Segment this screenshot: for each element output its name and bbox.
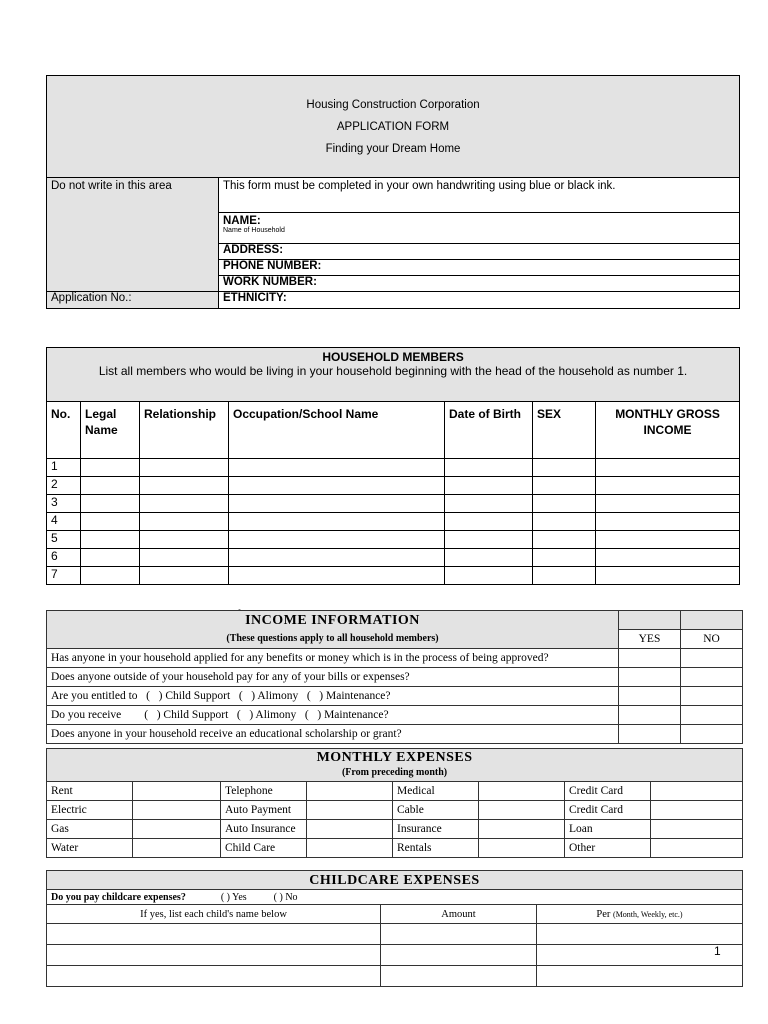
yes-header: YES: [619, 630, 681, 649]
income-title-blank: [681, 611, 743, 630]
no-box[interactable]: [681, 649, 743, 668]
household-members-table: [46, 347, 740, 585]
relationship-cell[interactable]: [140, 567, 229, 585]
expense-amount[interactable]: [133, 801, 221, 820]
income-question-row: [47, 725, 743, 744]
sex-cell[interactable]: [533, 567, 596, 585]
row-number: 6: [47, 549, 81, 567]
amount-cell[interactable]: [381, 966, 537, 987]
phone-label: PHONE NUMBER:: [223, 260, 322, 272]
expense-label: Other: [565, 839, 651, 858]
monthly-header: [47, 749, 743, 782]
child-name-header: If yes, list each child's name below: [47, 905, 381, 924]
income-cell[interactable]: [596, 495, 740, 513]
expense-amount[interactable]: [307, 801, 393, 820]
col-monthly-income: MONTHLY GROSS INCOME: [596, 402, 740, 459]
expense-row: [47, 782, 743, 801]
child-name-cell[interactable]: [47, 966, 381, 987]
dob-cell[interactable]: [445, 513, 533, 531]
income-title: INCOME INFORMATION: [245, 612, 420, 628]
expense-label: Loan: [565, 820, 651, 839]
childcare-header: [47, 871, 743, 890]
form-title-block: [47, 76, 740, 178]
col-sex: SEX: [533, 402, 596, 459]
occupation-cell[interactable]: [229, 531, 445, 549]
childcare-question-row: [47, 890, 743, 905]
do-not-write-area: [47, 178, 219, 292]
occupation-cell[interactable]: [229, 513, 445, 531]
expense-amount[interactable]: [133, 820, 221, 839]
relationship-cell[interactable]: [140, 477, 229, 495]
row-number: 1: [47, 459, 81, 477]
expense-amount[interactable]: [307, 782, 393, 801]
instructions-cell: [219, 178, 740, 213]
no-header: NO: [681, 630, 743, 649]
occupation-cell[interactable]: [229, 459, 445, 477]
income-subtitle-cell: [47, 630, 619, 649]
dob-cell[interactable]: [445, 459, 533, 477]
per-note: (Month, Weekly, etc.): [613, 909, 683, 919]
sex-cell[interactable]: [533, 549, 596, 567]
yes-box[interactable]: [619, 706, 681, 725]
row-number: 4: [47, 513, 81, 531]
childcare-title: CHILDCARE EXPENSES: [309, 872, 480, 888]
income-question: Do you receive ( ) Child Support ( ) Alimony ( ) Maintenance?: [47, 706, 619, 725]
income-subtitle: (These questions apply to all household members): [226, 633, 439, 645]
yes-box[interactable]: [619, 668, 681, 687]
income-cell[interactable]: [596, 513, 740, 531]
table-row: [47, 459, 740, 477]
no-box[interactable]: [681, 725, 743, 744]
col-legal-name: Legal Name: [81, 402, 140, 459]
expense-amount[interactable]: [479, 820, 565, 839]
table-row: [47, 924, 743, 945]
income-question-row: [47, 668, 743, 687]
expense-label: Telephone: [221, 782, 307, 801]
expense-amount[interactable]: [651, 820, 743, 839]
income-question: Has anyone in your household applied for any benefits or money which is in the process of being approved?: [47, 649, 619, 668]
no-box[interactable]: [681, 668, 743, 687]
name-field[interactable]: [219, 213, 740, 244]
income-question: Does anyone outside of your household pay for any of your bills or expenses?: [47, 668, 619, 687]
legal-name-cell[interactable]: [81, 567, 140, 585]
col-date-of-birth: Date of Birth: [445, 402, 533, 459]
household-subtitle: List all members who would be living in your household beginning with the head of the household as number 1.: [98, 364, 688, 378]
expense-amount[interactable]: [479, 801, 565, 820]
expense-amount[interactable]: [133, 839, 221, 858]
income-title-blank: [619, 611, 681, 630]
expense-row: [47, 839, 743, 858]
per-cell[interactable]: [537, 945, 743, 966]
relationship-cell[interactable]: [140, 513, 229, 531]
per-label: Per: [596, 908, 611, 920]
ethnicity-field[interactable]: [219, 292, 740, 309]
dob-cell[interactable]: [445, 477, 533, 495]
legal-name-cell[interactable]: [81, 513, 140, 531]
expense-label: Cable: [393, 801, 479, 820]
table-row: [47, 477, 740, 495]
yes-box[interactable]: [619, 649, 681, 668]
income-cell[interactable]: [596, 459, 740, 477]
table-row: [47, 549, 740, 567]
relationship-cell[interactable]: [140, 459, 229, 477]
table-row: [47, 945, 743, 966]
income-cell[interactable]: [596, 549, 740, 567]
income-cell[interactable]: [596, 531, 740, 549]
expense-label: Insurance: [393, 820, 479, 839]
expense-amount[interactable]: [133, 782, 221, 801]
income-cell[interactable]: [596, 477, 740, 495]
ethnicity-label: ETHNICITY:: [223, 292, 287, 304]
expense-amount[interactable]: [479, 782, 565, 801]
monthly-subtitle: (From preceding month): [341, 767, 448, 778]
expense-label: Water: [47, 839, 133, 858]
expense-amount[interactable]: [651, 782, 743, 801]
income-question-row: [47, 649, 743, 668]
col-no: No.: [47, 402, 81, 459]
table-row: [47, 513, 740, 531]
table-row: [47, 966, 743, 987]
expense-label: Auto Payment: [221, 801, 307, 820]
income-question: Are you entitled to ( ) Child Support ( ) Alimony ( ) Maintenance?: [47, 687, 619, 706]
expense-label: Gas: [47, 820, 133, 839]
legal-name-cell[interactable]: [81, 477, 140, 495]
dob-cell[interactable]: [445, 549, 533, 567]
application-number-field: [47, 292, 219, 309]
sex-cell[interactable]: [533, 495, 596, 513]
work-number-label: WORK NUMBER:: [223, 276, 317, 288]
expense-amount[interactable]: [651, 839, 743, 858]
legal-name-cell[interactable]: [81, 531, 140, 549]
expense-label: Rent: [47, 782, 133, 801]
dob-cell[interactable]: [445, 567, 533, 585]
sex-cell[interactable]: [533, 513, 596, 531]
childcare-no-option[interactable]: ( ) No: [273, 891, 298, 903]
yes-box[interactable]: [619, 687, 681, 706]
yes-box[interactable]: [619, 725, 681, 744]
income-question-row: [47, 687, 743, 706]
occupation-cell[interactable]: [229, 549, 445, 567]
per-cell[interactable]: [537, 966, 743, 987]
expense-label: Auto Insurance: [221, 820, 307, 839]
occupation-cell[interactable]: [229, 495, 445, 513]
expense-amount[interactable]: [307, 839, 393, 858]
relationship-cell[interactable]: [140, 495, 229, 513]
no-box[interactable]: [681, 706, 743, 725]
form-tagline: Finding your Dream Home: [325, 142, 461, 155]
row-number: 3: [47, 495, 81, 513]
do-not-write-label: Do not write in this area: [51, 180, 172, 192]
expense-label: Child Care: [221, 839, 307, 858]
legal-name-cell[interactable]: [81, 495, 140, 513]
household-header: [47, 348, 740, 402]
application-number-label: Application No.:: [51, 292, 132, 304]
amount-header: Amount: [381, 905, 537, 924]
legal-name-cell[interactable]: [81, 549, 140, 567]
expense-label: Electric: [47, 801, 133, 820]
income-question: Does anyone in your household receive an educational scholarship or grant?: [47, 725, 619, 744]
expense-label: Rentals: [393, 839, 479, 858]
child-name-cell[interactable]: [47, 945, 381, 966]
expense-label: Medical: [393, 782, 479, 801]
childcare-question: Do you pay childcare expenses?: [51, 891, 186, 903]
applicant-info-table: [46, 75, 740, 309]
expense-row: [47, 801, 743, 820]
monthly-title: MONTHLY EXPENSES: [316, 750, 473, 765]
occupation-cell[interactable]: [229, 567, 445, 585]
row-number: 2: [47, 477, 81, 495]
childcare-expenses-table: [46, 870, 743, 987]
address-field[interactable]: [219, 244, 740, 260]
expense-label: Credit Card: [565, 782, 651, 801]
form-name: APPLICATION FORM: [336, 120, 450, 133]
expense-amount[interactable]: [479, 839, 565, 858]
amount-cell[interactable]: [381, 924, 537, 945]
dob-cell[interactable]: [445, 495, 533, 513]
childcare-yes-option[interactable]: ( ) Yes: [220, 891, 247, 903]
amount-cell[interactable]: [381, 945, 537, 966]
sex-cell[interactable]: [533, 459, 596, 477]
col-relationship: Relationship: [140, 402, 229, 459]
work-number-field[interactable]: [219, 276, 740, 292]
no-box[interactable]: [681, 687, 743, 706]
expense-amount[interactable]: [651, 801, 743, 820]
dob-cell[interactable]: [445, 531, 533, 549]
relationship-cell[interactable]: [140, 531, 229, 549]
sex-cell[interactable]: [533, 531, 596, 549]
row-number: 5: [47, 531, 81, 549]
expense-amount[interactable]: [307, 820, 393, 839]
instructions-text: This form must be completed in your own handwriting using blue or black ink.: [223, 180, 616, 192]
relationship-cell[interactable]: [140, 549, 229, 567]
household-title: HOUSEHOLD MEMBERS: [322, 350, 464, 364]
name-sublabel: Name of Household: [223, 227, 285, 234]
name-label: NAME:: [223, 215, 261, 227]
monthly-expenses-table: [46, 748, 743, 858]
income-question-row: [47, 706, 743, 725]
income-cell[interactable]: [596, 567, 740, 585]
table-row: [47, 567, 740, 585]
per-cell[interactable]: [537, 924, 743, 945]
sex-cell[interactable]: [533, 477, 596, 495]
table-row: [47, 531, 740, 549]
household-column-headers: [47, 402, 740, 459]
page-number: 1: [714, 944, 721, 958]
table-row: [47, 495, 740, 513]
address-label: ADDRESS:: [223, 244, 284, 256]
occupation-cell[interactable]: [229, 477, 445, 495]
child-name-cell[interactable]: [47, 924, 381, 945]
per-header: [537, 905, 743, 924]
col-occupation: Occupation/School Name: [229, 402, 445, 459]
income-information-table: [46, 610, 743, 744]
income-title-cell: [47, 611, 619, 630]
phone-field[interactable]: [219, 260, 740, 276]
expense-label: Credit Card: [565, 801, 651, 820]
row-number: 7: [47, 567, 81, 585]
legal-name-cell[interactable]: [81, 459, 140, 477]
org-name: Housing Construction Corporation: [306, 98, 480, 111]
expense-row: [47, 820, 743, 839]
